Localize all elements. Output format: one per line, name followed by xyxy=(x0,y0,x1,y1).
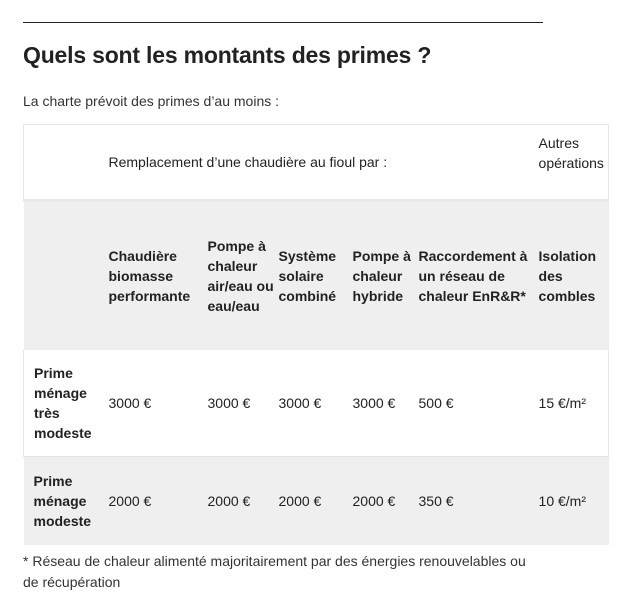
table-cell: 3000 € xyxy=(279,350,353,457)
column-header: Raccordement à un réseau de chaleur EnR&R* xyxy=(419,201,531,351)
column-header: Isolation des combles xyxy=(531,201,609,351)
footnote: * Réseau de chaleur alimenté majoritairement par des énergies renouvelables ou de récupération xyxy=(23,553,526,590)
table-cell: 3000 € xyxy=(353,350,419,457)
table-cell: 2000 € xyxy=(353,457,419,546)
section-title: Quels sont les montants des primes ? xyxy=(23,42,432,68)
empty-header-cell xyxy=(24,201,109,351)
top-divider xyxy=(23,22,543,23)
table-group-header-row xyxy=(24,125,609,201)
column-header: Chaudière biomasse performante xyxy=(109,201,208,351)
table-row xyxy=(24,350,609,457)
table-cell: 2000 € xyxy=(109,457,208,546)
column-header: Pompe à chaleur hybride xyxy=(353,201,419,351)
intro-text: La charte prévoit des primes d’au moins : xyxy=(23,93,280,109)
table-cell: 3000 € xyxy=(208,350,279,457)
table-cell: 2000 € xyxy=(279,457,353,546)
row-label: Prime ménage modeste xyxy=(24,457,109,546)
group-header-autres: Autres opérations xyxy=(531,125,609,201)
primes-table xyxy=(23,124,609,545)
table-cell: 15 €/m² xyxy=(531,350,609,457)
table-cell: 2000 € xyxy=(208,457,279,546)
group-header-remplacement: Remplacement d’une chaudière au fioul par : xyxy=(109,125,531,201)
empty-corner-cell xyxy=(24,125,109,201)
table-cell: 500 € xyxy=(419,350,531,457)
column-header: Pompe à chaleur air/eau ou eau/eau xyxy=(208,201,279,351)
table-cell: 350 € xyxy=(419,457,531,546)
table-cell: 3000 € xyxy=(109,350,208,457)
primes-table-wrapper xyxy=(23,124,608,545)
table-row xyxy=(24,457,609,546)
row-label: Prime ménage très modeste xyxy=(24,350,109,457)
table-column-header-row xyxy=(24,201,609,351)
table-cell: 10 €/m² xyxy=(531,457,609,546)
column-header: Système solaire combiné xyxy=(279,201,353,351)
